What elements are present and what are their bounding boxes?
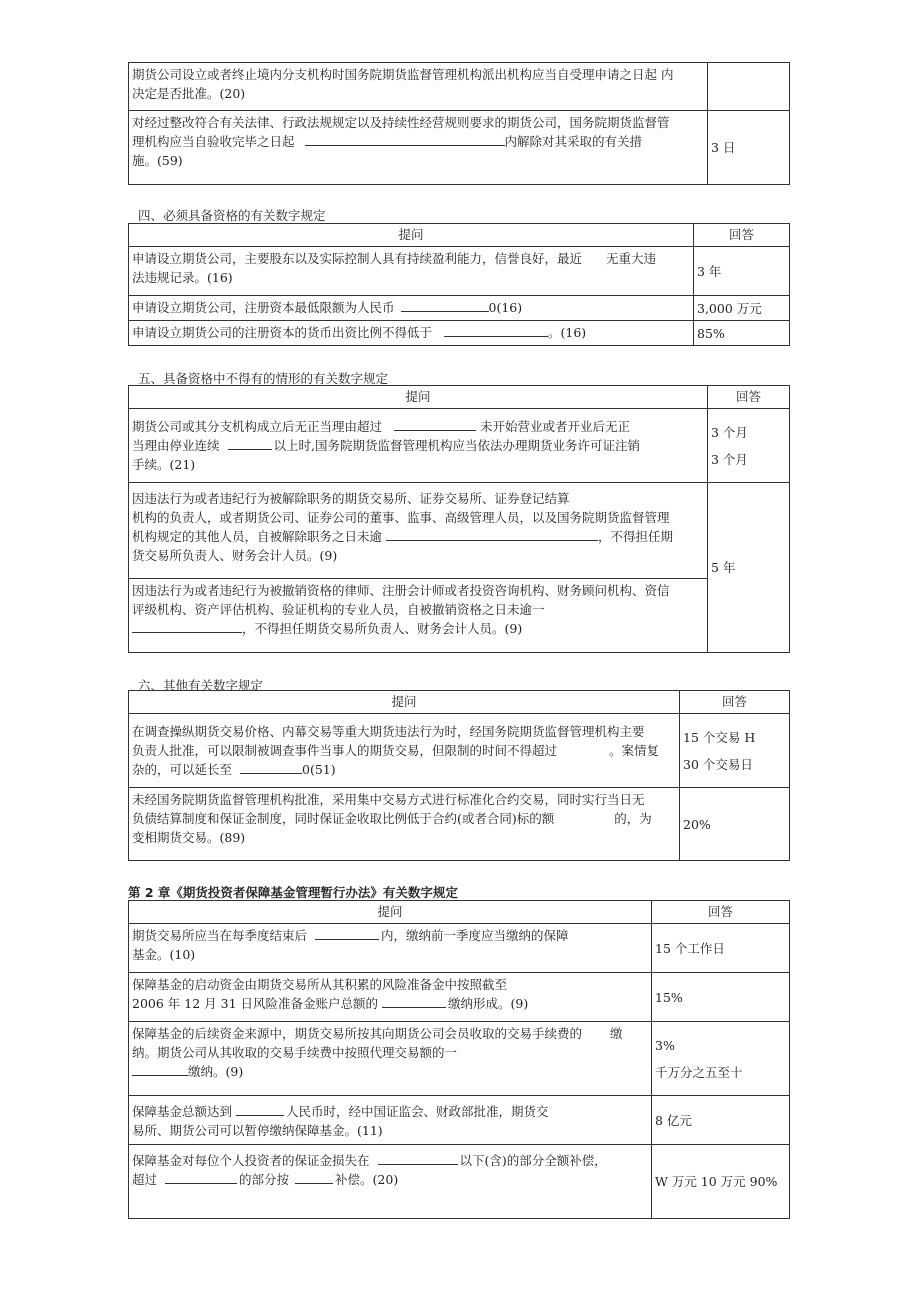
question-text: 在调查操纵期货交易价格、内幕交易等重大期货违法行为时，经国务院期货监督管理机构主要: [132, 724, 645, 739]
question-text: 因违法行为或者违纪行为被解除职务的期货交易所、证券交易所、证券登记结算: [132, 491, 570, 506]
question-text: 的，为: [614, 811, 652, 826]
question-cell: [129, 1096, 652, 1145]
question-text: 缴: [610, 1026, 623, 1041]
header-question: 提问: [129, 901, 652, 924]
question-text: 期货公司设立或者终止境内分支机构时国务院期货监督管理机构派出机构应当自受理申请之日起 内: [132, 67, 674, 82]
table-header: [129, 224, 790, 247]
table-row: [129, 247, 790, 296]
question-text: 未开始营业或者开业后无正: [480, 419, 631, 434]
answer-text: 30 个交易日: [683, 756, 753, 772]
question-text: 负责人批准，可以限制被调查事件当事人的期货交易，但限制的时间不得超过: [132, 743, 558, 758]
table-row: [129, 321, 790, 346]
table-header: [129, 691, 790, 714]
answer-text: 千万分之五至十: [655, 1064, 743, 1080]
table-row: [129, 483, 790, 579]
header-question: 提问: [129, 691, 680, 714]
table-row: [129, 111, 790, 185]
question-text: 申请设立期货公司，主要股东以及实际控制人具有持续盈利能力，信誉良好，最近: [132, 251, 583, 266]
table-row: [129, 788, 790, 861]
answer-cell: [680, 714, 790, 788]
question-text: 施。(59): [132, 153, 183, 168]
question-text: 当理由停业连续: [132, 438, 220, 453]
table-license-timing: [128, 62, 789, 185]
question-text: 的部分按: [239, 1172, 290, 1187]
answer-cell: 15 个工作日: [652, 924, 790, 973]
question-text: 机构的负责人，或者期货公司、证券公司的董事、监事、高级管理人员，以及国务院期货监督管理: [132, 510, 670, 525]
blank-line: [394, 418, 476, 431]
question-text: 期货公司或其分支机构成立后无正当理由超过: [132, 419, 383, 434]
table-header: [129, 386, 790, 409]
question-text: 2006 年 12 月 31 日风险准备金账户总额的: [132, 996, 378, 1011]
table-qualifications: [128, 223, 789, 346]
question-cell: [129, 296, 694, 321]
table-disqualifications: [128, 385, 789, 653]
table-other-rules: [128, 690, 789, 861]
question-cell: [129, 247, 694, 296]
answer-cell: 5 年: [708, 483, 790, 653]
question-text: 保障基金总额达到: [132, 1104, 233, 1119]
question-cell: [129, 924, 652, 973]
section-title: 五、具备资格中不得有的情形的有关数字规定: [138, 371, 389, 386]
blank-line: [444, 324, 548, 337]
question-text: 缴纳。(9): [188, 1064, 244, 1079]
question-text: 变相期货交易。(89): [132, 830, 246, 845]
table-protection-fund: [128, 900, 789, 1219]
answer-cell: 20%: [680, 788, 790, 861]
question-text: 未经国务院期货监督管理机构批准，采用集中交易方式进行标准化合约交易，同时实行当日无: [132, 792, 645, 807]
header-answer: 回答: [652, 901, 790, 924]
answer-text: 3%: [655, 1037, 675, 1053]
question-text: 人民币时，经中国证监会、财政部批准，期货交: [286, 1104, 549, 1119]
question-text: 无重大违: [606, 251, 657, 266]
question-text: ，不得担任期货交易所负责人、财务会计人员。(9): [242, 621, 523, 636]
header-answer: 回答: [694, 224, 790, 247]
question-text: 以下(含)的部分全额补偿，: [459, 1153, 607, 1168]
question-text: 对经过整改符合有关法律、行政法规规定以及持续性经营规则要求的期货公司，国务院期货监督管: [132, 115, 670, 130]
blank-line: [386, 528, 598, 541]
header-answer: 回答: [680, 691, 790, 714]
question-cell: [129, 714, 680, 788]
question-cell: [129, 111, 708, 185]
table-row: [129, 924, 790, 973]
blank-line: [240, 761, 302, 774]
question-text: 评级机构、资产评估机构、验证机构的专业人员，自被撤销资格之日未逾一: [132, 602, 545, 617]
question-cell: [129, 973, 652, 1022]
question-text: 期货交易所应当在每季度结束后: [132, 928, 308, 943]
question-text: 手续。(21): [132, 457, 196, 472]
answer-cell: 3 年: [694, 247, 790, 296]
answer-cell: 85%: [694, 321, 790, 346]
section-title: 四、必须具备资格的有关数字规定: [138, 208, 326, 223]
table-row: [129, 63, 790, 111]
question-text: 以上时,国务院期货监督管理机构应当依法办理期货业务许可证注销: [273, 438, 640, 453]
question-cell: [129, 483, 708, 579]
answer-cell: [708, 63, 790, 111]
question-text: 负债结算制度和保证金制度，同时保证金收取比例低于合约(或者合同)标的额: [132, 811, 555, 826]
blank-line: [305, 133, 505, 146]
question-cell: [129, 409, 708, 483]
table-row: [129, 409, 790, 483]
question-cell: [129, 63, 708, 111]
blank-line: [132, 620, 242, 633]
question-cell: [129, 1145, 652, 1219]
table-row: [129, 973, 790, 1022]
question-cell: [129, 788, 680, 861]
question-text: 理机构应当自验收完毕之日起: [132, 134, 295, 149]
question-cell: [129, 321, 694, 346]
header-question: 提问: [129, 386, 708, 409]
blank-line: [295, 1171, 333, 1184]
question-text: ，不得担任期: [598, 529, 674, 544]
question-text: 申请设立期货公司，注册资本最低限额为人民币: [132, 300, 395, 315]
table-row: [129, 296, 790, 321]
question-text: 保障基金的启动资金由期货交易所从其积累的风险准备金中按照截至: [132, 977, 508, 992]
blank-line: [165, 1171, 237, 1184]
question-text: 机构规定的其他人员，自被解除职务之日未逾: [132, 529, 383, 544]
question-text: 易所、期货公司可以暂停缴纳保障基金。(11): [132, 1123, 383, 1138]
table-row: [129, 579, 790, 653]
question-text: 。案情复: [609, 743, 660, 758]
question-text: 内解除对其采取的有关措: [504, 134, 643, 149]
blank-line: [378, 1152, 458, 1165]
question-text: 超过: [132, 1172, 158, 1187]
blank-line: [401, 299, 489, 312]
blank-line: [382, 995, 446, 1008]
question-text: 申请设立期货公司的注册资本的货币出资比例不得低于: [132, 325, 433, 340]
answer-cell: 3,000 万元: [694, 296, 790, 321]
answer-cell: [708, 409, 790, 483]
question-text: 0(16): [488, 300, 523, 315]
question-text: 内，缴纳前一季度应当缴纳的保障: [381, 928, 569, 943]
answer-text: 3 个月: [711, 451, 748, 467]
table-row: [129, 1022, 790, 1096]
answer-text: 3 个月: [711, 424, 748, 440]
answer-text: 15 个交易 H: [683, 729, 756, 745]
question-text: 保障基金的后续资金来源中，期货交易所按其向期货公司会员收取的交易手续费的: [132, 1026, 583, 1041]
question-text: 杂的，可以延长至: [132, 762, 233, 777]
blank-line: [315, 927, 379, 940]
section-title: 六、其他有关数字规定: [138, 678, 264, 693]
question-cell: [129, 579, 708, 653]
blank-line: [228, 437, 272, 450]
table-row: [129, 714, 790, 788]
question-text: 缴纳形成。(9): [448, 996, 529, 1011]
header-answer: 回答: [708, 386, 790, 409]
question-text: 基金。(10): [132, 947, 196, 962]
question-text: 决定是否批准。(20): [132, 86, 246, 101]
answer-cell: [652, 1022, 790, 1096]
question-text: 补偿。(20): [335, 1172, 399, 1187]
answer-cell: 3 日: [708, 111, 790, 185]
table-row: [129, 1096, 790, 1145]
chapter-title: 第 2 章《期货投资者保障基金管理暂行办法》有关数字规定: [128, 885, 458, 900]
answer-cell: W 万元 10 万元 90%: [652, 1145, 790, 1219]
question-text: 纳。期货公司从其收取的交易手续费中按照代理交易额的一: [132, 1045, 458, 1060]
answer-cell: 15%: [652, 973, 790, 1022]
question-text: 法违规记录。(16): [132, 270, 233, 285]
question-text: 保障基金对每位个人投资者的保证金损失在: [132, 1153, 370, 1168]
table-row: [129, 1145, 790, 1219]
question-text: 货交易所负责人、财务会计人员。(9): [132, 548, 338, 563]
question-text: 0(51): [302, 762, 336, 777]
header-question: 提问: [129, 224, 694, 247]
question-cell: [129, 1022, 652, 1096]
answer-cell: 8 亿元: [652, 1096, 790, 1145]
question-text: 。(16): [548, 325, 587, 340]
blank-line: [236, 1103, 284, 1116]
blank-line: [132, 1063, 188, 1076]
question-text: 因违法行为或者违纪行为被撤销资格的律师、注册会计师或者投资咨询机构、财务顾问机构、资信: [132, 583, 670, 598]
table-header: [129, 901, 790, 924]
